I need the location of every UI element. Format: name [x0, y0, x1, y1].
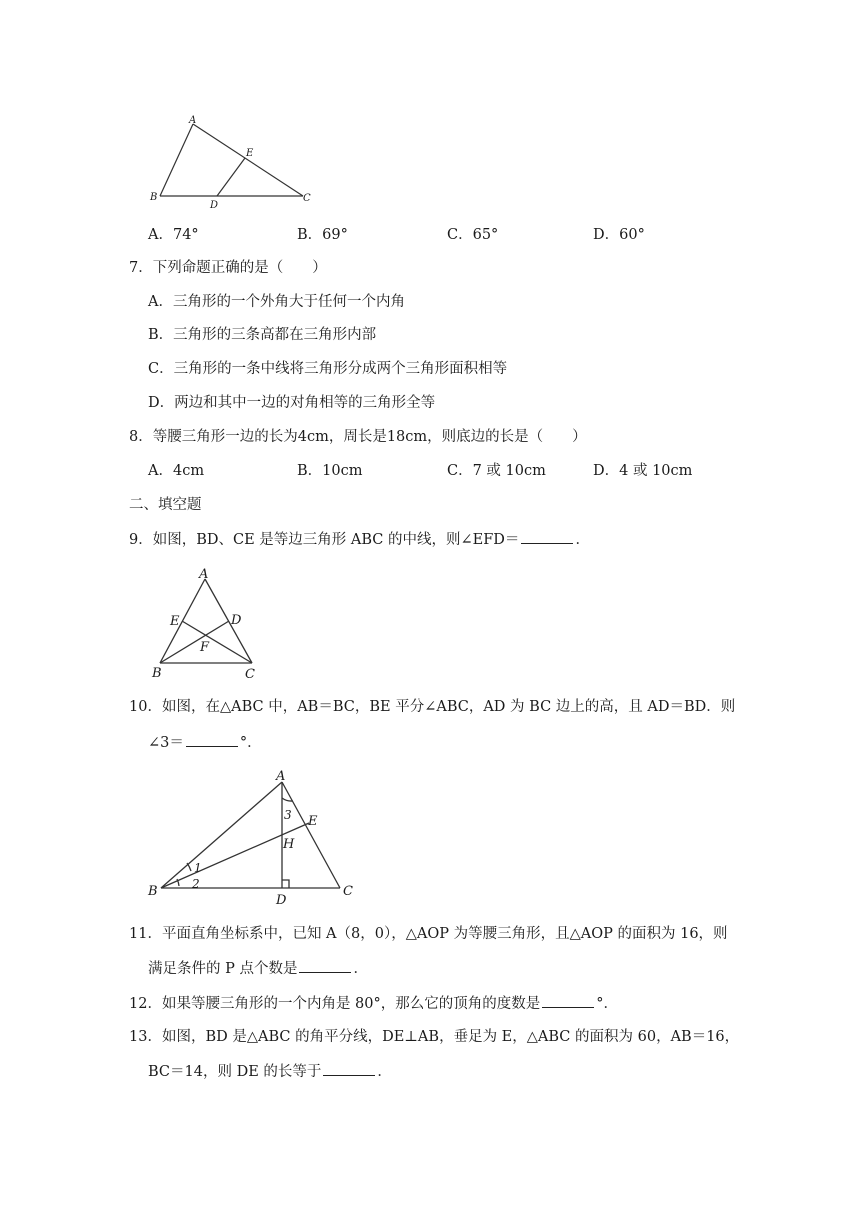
q10-label-3: 3	[284, 808, 292, 822]
q9-label-a: A	[199, 567, 209, 582]
q6-option-c[interactable]: C．65°	[447, 227, 499, 243]
q9-label-e: E	[170, 614, 180, 629]
q10-label-a: A	[276, 769, 286, 784]
q7-option-a[interactable]: A．三角形的一个外角大于任何一个内角	[148, 294, 405, 310]
q8-option-b[interactable]: B．10cm	[297, 463, 363, 479]
q10-label-h: H	[283, 837, 295, 852]
q13-stem-line1: 13．如图，BD 是△ABC 的角平分线，DE⊥AB，垂足为 E，△ABC 的面积为 60，AB＝16，	[129, 1029, 740, 1045]
q10-stem-end: °．	[239, 735, 262, 751]
q10-triangle-figure	[143, 762, 373, 907]
section-heading: 二、填空题	[129, 497, 202, 513]
q12-stem	[129, 993, 618, 1014]
q6-label-e: E	[246, 148, 254, 159]
q6-option-a[interactable]: A．74°	[148, 227, 199, 243]
q11-stem-text: 满足条件的 P 点个数是	[148, 961, 298, 977]
q12-stem-end: °．	[596, 996, 619, 1012]
q7-option-c[interactable]: C．三角形的一条中线将三角形分成两个三角形面积相等	[148, 361, 508, 377]
q9-label-f: F	[200, 640, 210, 655]
q10-stem-line1: 10．如图，在△ABC 中，AB＝BC，BE 平分∠ABC，AD 为 BC 边上的高，且 AD＝BD．则	[129, 699, 736, 715]
q8-option-a[interactable]: A．4cm	[148, 463, 205, 479]
q6-label-b: B	[150, 192, 158, 203]
q10-label-1: 1	[194, 861, 202, 875]
q9-stem-end: ．	[575, 532, 590, 548]
q9-answer-blank[interactable]	[521, 529, 573, 544]
q6-option-b[interactable]: B．69°	[297, 227, 348, 243]
q9-label-d: D	[231, 613, 242, 628]
q11-answer-blank[interactable]	[299, 958, 351, 973]
q8-option-c[interactable]: C．7 或 10cm	[447, 463, 546, 479]
q9-stem-text: 9．如图，BD、CE 是等边三角形 ABC 的中线，则∠EFD＝	[129, 532, 520, 548]
q13-stem-end: ．	[377, 1064, 392, 1080]
q12-answer-blank[interactable]	[542, 993, 594, 1008]
q10-answer-blank[interactable]	[186, 732, 238, 747]
q13-stem-line2	[148, 1061, 392, 1082]
q11-stem-line2	[148, 958, 368, 979]
q11-stem-line1: 11．平面直角坐标系中，已知 A（8，0），△AOP 为等腰三角形，且△AOP 的面积为 16，则	[129, 926, 728, 942]
q6-label-d: D	[210, 200, 219, 211]
q13-answer-blank[interactable]	[323, 1061, 375, 1076]
q9-label-c: C	[245, 667, 255, 682]
q13-stem-text: BC＝14，则 DE 的长等于	[148, 1064, 322, 1080]
q6-option-d[interactable]: D．60°	[593, 227, 645, 243]
q9-stem	[129, 529, 590, 550]
q12-stem-text: 12．如果等腰三角形的一个内角是 80°，那么它的顶角的度数是	[129, 996, 541, 1012]
q10-label-2: 2	[192, 877, 200, 891]
q6-triangle-figure	[145, 112, 345, 212]
q8-option-d[interactable]: D．4 或 10cm	[593, 463, 693, 479]
q10-stem-text: ∠3＝	[148, 735, 184, 751]
q6-label-c: C	[303, 193, 311, 204]
q7-option-d[interactable]: D．两边和其中一边的对角相等的三角形全等	[148, 395, 436, 411]
q7-stem: 7．下列命题正确的是（ ）	[129, 260, 327, 276]
q10-stem-line2	[148, 732, 262, 753]
q10-label-e: E	[308, 814, 318, 829]
q11-stem-end: ．	[353, 961, 368, 977]
q9-triangle-figure	[148, 563, 268, 688]
q8-stem: 8．等腰三角形一边的长为4cm，周长是18cm，则底边的长是（ ）	[129, 429, 587, 445]
q10-label-c: C	[343, 884, 353, 899]
q7-option-b[interactable]: B．三角形的三条高都在三角形内部	[148, 327, 377, 343]
q10-label-b: B	[148, 884, 158, 899]
q6-label-a: A	[189, 115, 197, 126]
q10-label-d: D	[276, 893, 287, 907]
q9-label-b: B	[152, 666, 162, 681]
